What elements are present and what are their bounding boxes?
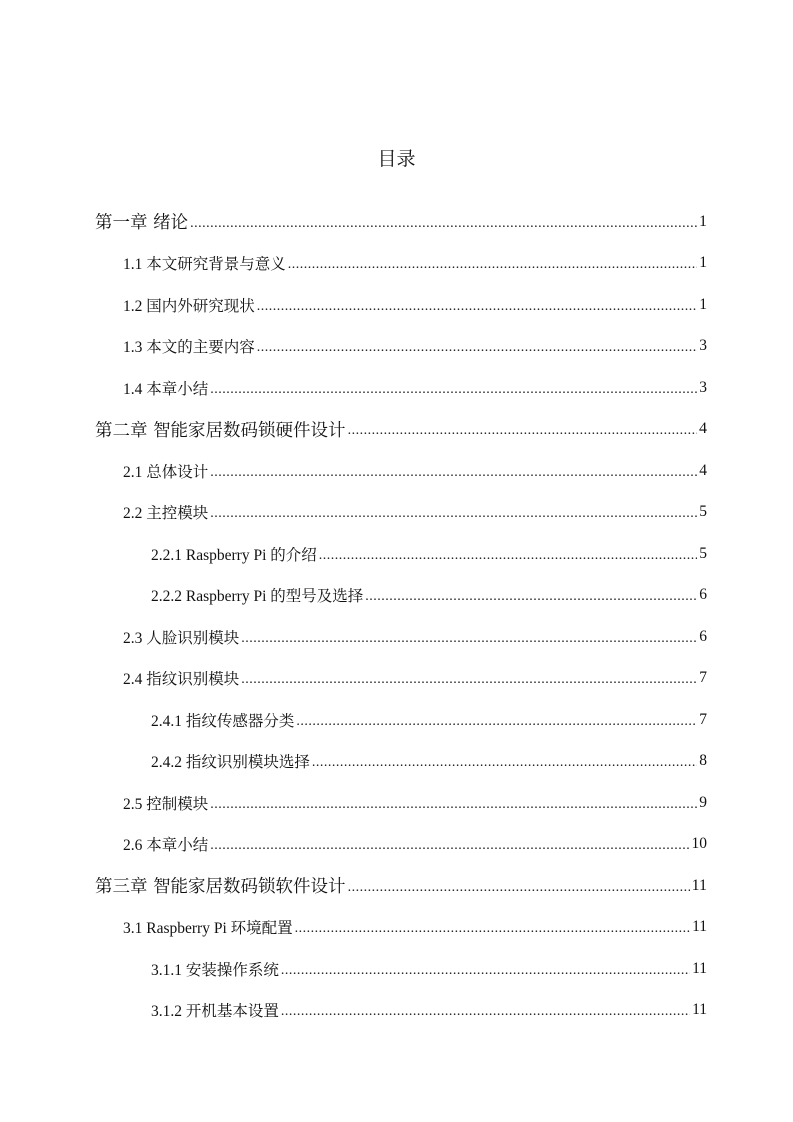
dot-leader [241,672,697,688]
toc-entry-label: 第一章 绪论 [95,213,189,234]
toc-title: 目录 [377,148,416,170]
toc-entry-label: 1.2 国内外研究现状 [123,297,255,315]
toc-entry-label: 2.6 本章小结 [123,837,209,855]
toc-entry-1-3[interactable] [0,326,793,368]
toc-entry-2-4[interactable] [0,658,793,700]
dot-leader [365,589,697,605]
dot-leader [210,838,689,854]
toc-entry-page: 4 [699,461,707,479]
toc-entry-label: 2.3 人脸识别模块 [123,629,240,647]
dot-leader [257,299,697,315]
dot-leader [210,465,697,481]
toc-entry-2-2[interactable] [0,492,793,534]
toc-entry-page: 1 [699,295,707,313]
toc-entry-page: 3 [699,378,707,396]
toc-entry-label: 第二章 智能家居数码锁硬件设计 [95,420,346,441]
toc-entry-page: 1 [699,254,707,272]
dot-leader [241,631,697,647]
toc-entry-page: 6 [699,627,707,645]
toc-entry-label: 2.2 主控模块 [123,505,209,523]
toc-entry-2-4-2[interactable] [0,741,793,783]
toc-entry-page: 6 [699,586,707,604]
toc-entry-3-1[interactable] [0,907,793,949]
toc-entry-page: 7 [699,669,707,687]
dot-leader [210,797,697,813]
toc-entry-label: 1.4 本章小结 [123,380,209,398]
toc-entry-page: 1 [699,212,707,230]
dot-leader [295,921,690,937]
toc-entry-page: 9 [699,793,707,811]
toc-entry-label: 2.4.2 指纹识别模块选择 [151,754,310,772]
toc-entry-1-1[interactable] [0,243,793,285]
toc-entry-page: 5 [699,544,707,562]
dot-leader [319,548,697,564]
toc-entry-label: 2.4.1 指纹传感器分类 [151,712,295,730]
toc-list [0,201,793,1031]
toc-entry-page: 4 [699,420,707,438]
toc-entry-page: 10 [691,835,707,853]
toc-entry-page: 11 [691,876,707,894]
dot-leader [210,506,697,522]
toc-entry-label: 2.5 控制模块 [123,795,209,813]
toc-entry-2-4-1[interactable] [0,699,793,741]
toc-entry-label: 3.1 Raspberry Pi 环境配置 [123,920,293,938]
dot-leader [210,382,697,398]
toc-entry-label: 3.1.1 安装操作系统 [151,961,279,979]
toc-entry-label: 2.2.2 Raspberry Pi 的型号及选择 [151,588,364,606]
dot-leader [281,1004,690,1020]
toc-entry-chapter-3[interactable] [0,865,793,907]
toc-entry-page: 3 [699,337,707,355]
toc-entry-label: 2.2.1 Raspberry Pi 的介绍 [151,546,317,564]
toc-entry-label: 3.1.2 开机基本设置 [151,1003,279,1021]
toc-entry-1-2[interactable] [0,284,793,326]
dot-leader [288,257,697,273]
toc-entry-1-4[interactable] [0,367,793,409]
toc-entry-2-2-1[interactable] [0,533,793,575]
toc-entry-label: 2.1 总体设计 [123,463,209,481]
dot-leader [296,714,697,730]
toc-entry-chapter-1[interactable] [0,201,793,243]
toc-entry-2-1[interactable] [0,450,793,492]
toc-entry-label: 1.1 本文研究背景与意义 [123,256,286,274]
toc-entry-2-6[interactable] [0,824,793,866]
toc-entry-chapter-2[interactable] [0,409,793,451]
toc-entry-3-1-2[interactable] [0,990,793,1032]
toc-entry-2-3[interactable] [0,616,793,658]
dot-leader [348,880,690,896]
toc-entry-3-1-1[interactable] [0,948,793,990]
toc-entry-page: 11 [692,918,707,936]
dot-leader [312,755,697,771]
toc-entry-page: 7 [699,710,707,728]
toc-entry-2-2-2[interactable] [0,575,793,617]
toc-entry-page: 11 [692,959,707,977]
toc-entry-label: 第三章 智能家居数码锁软件设计 [95,877,346,898]
toc-entry-page: 5 [699,503,707,521]
toc-entry-page: 8 [699,752,707,770]
toc-entry-label: 1.3 本文的主要内容 [123,339,255,357]
dot-leader [281,963,690,979]
dot-leader [190,216,697,232]
dot-leader [257,340,697,356]
toc-entry-2-5[interactable] [0,782,793,824]
dot-leader [348,423,697,439]
toc-entry-page: 11 [692,1001,707,1019]
toc-entry-label: 2.4 指纹识别模块 [123,671,240,689]
